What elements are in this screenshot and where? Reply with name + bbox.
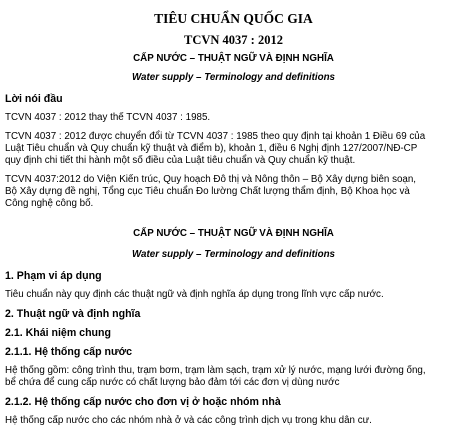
foreword-heading: Lời nói đầu xyxy=(5,93,63,105)
section-2-1-1-text-line: bể chứa để cung cấp nước có chất lượng bảo đảm tới các đơn vị dùng nước xyxy=(5,377,340,388)
doc-title: TIÊU CHUẨN QUỐC GIA xyxy=(154,11,313,26)
subtitle-en: Water supply – Terminology and definitions xyxy=(131,72,336,83)
body-title-en: Water supply – Terminology and definitions xyxy=(131,249,336,260)
foreword-paragraph-1: TCVN 4037 : 2012 thay thế TCVN 4037 : 1985. xyxy=(5,112,211,123)
section-1-text: Tiêu chuẩn này quy định các thuật ngữ và định nghĩa áp dụng trong lĩnh vực cấp nước. xyxy=(5,289,384,300)
foreword-paragraph-3-line: Công nghệ công bố. xyxy=(5,198,94,209)
foreword-paragraph-2-line: Luật Tiêu chuẩn và Quy chuẩn kỹ thuật và điểm b), khoản 1, điều 6 Nghị định 127/2007/NĐ-CP xyxy=(5,143,418,154)
section-2-heading: 2. Thuật ngữ và định nghĩa xyxy=(5,308,141,320)
standard-code: TCVN 4037 : 2012 xyxy=(184,33,283,47)
section-2-1-2-text: Hệ thống cấp nước cho các nhóm nhà ở và các công trình dịch vụ trong khu dân cư. xyxy=(5,415,372,426)
section-2-1-heading: 2.1. Khái niệm chung xyxy=(5,327,111,339)
body-title-vi: CẤP NƯỚC – THUẬT NGỮ VÀ ĐỊNH NGHĨA xyxy=(133,228,334,239)
foreword-paragraph-2-line: TCVN 4037 : 2012 được chuyển đổi từ TCVN 4037 : 1985 theo quy định tại khoản 1 Điều 69 của xyxy=(5,131,426,142)
subtitle-vi: CẤP NƯỚC – THUẬT NGỮ VÀ ĐỊNH NGHĨA xyxy=(133,53,334,64)
section-2-1-1-heading: 2.1.1. Hệ thống cấp nước xyxy=(5,346,133,358)
foreword-paragraph-3-line: TCVN 4037:2012 do Viện Kiến trúc, Quy hoạch Đô thị và Nông thôn – Bộ Xây dựng biên soạn, xyxy=(5,174,417,185)
section-2-1-1-text-line: Hệ thống gồm: công trình thu, trạm bơm, trạm làm sạch, trạm xử lý nước, mạng lưới đường ống, xyxy=(5,365,426,376)
section-1-heading: 1. Phạm vi áp dụng xyxy=(5,270,102,282)
section-2-1-2-heading: 2.1.2. Hệ thống cấp nước cho đơn vị ở hoặc nhóm nhà xyxy=(5,396,281,408)
foreword-paragraph-2-line: quy định chi tiết thi hành một số điều của Luật tiêu chuẩn và Quy chuẩn kỹ thuật. xyxy=(5,155,356,166)
foreword-paragraph-3-line: Bộ Xây dựng đề nghị, Tổng cục Tiêu chuẩn Đo lường Chất lượng thẩm định, Bộ Khoa học và xyxy=(5,186,410,197)
